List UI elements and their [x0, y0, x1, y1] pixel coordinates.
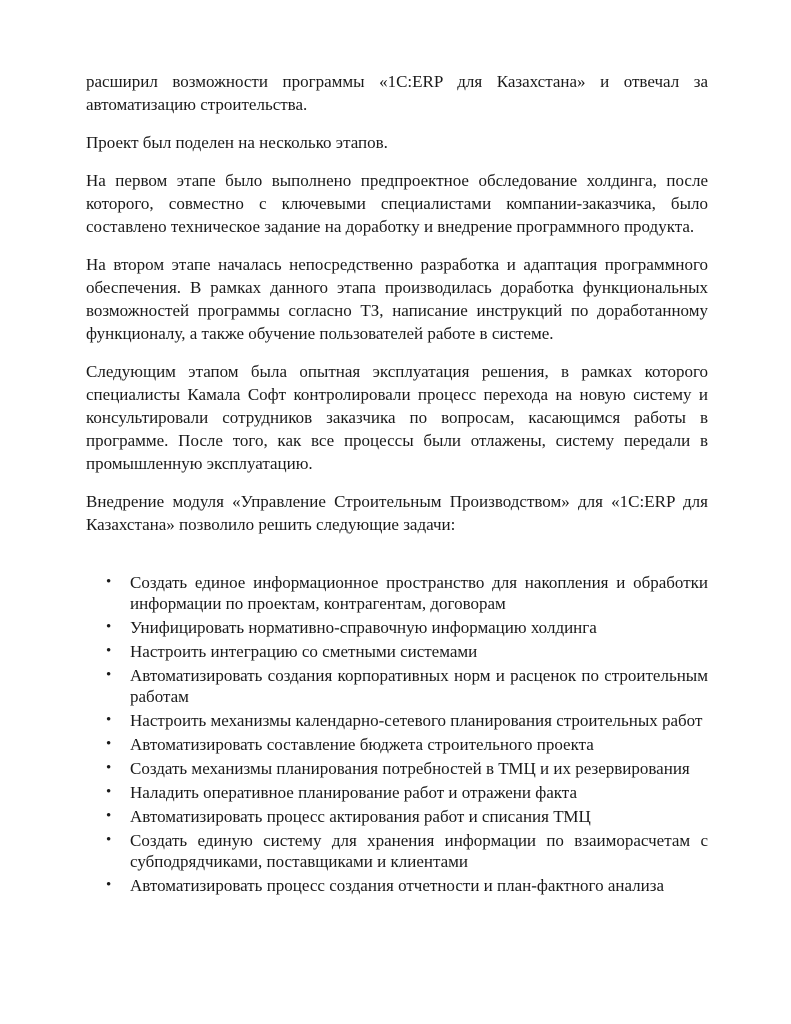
paragraph-stage-two: На втором этапе началась непосредственно разработка и адаптация программного обеспечения. В рамках данного этапа производилась доработка функциональных возможностей программы согласно ТЗ, написание инструкций по доработанному функционалу, а также обучение пользователей работе в системе.	[86, 255, 708, 343]
list-item-text: Настроить механизмы календарно-сетевого планирования строительных работ	[130, 711, 703, 730]
list-item	[86, 782, 708, 803]
bullet-icon: •	[106, 760, 112, 776]
list-item	[86, 830, 708, 872]
bullet-icon: •	[106, 667, 112, 683]
paragraph-stages: Проект был поделен на несколько этапов.	[86, 133, 388, 152]
bullet-icon: •	[106, 808, 112, 824]
list-item	[86, 758, 708, 779]
paragraph-stage-three: Следующим этапом была опытная эксплуатация решения, в рамках которого специалисты Камала Софт контролировали процесс перехода на новую систему и консультировали сотрудников заказчика по вопросам, касающимся работы в программе. После того, как все процессы были отлажены, систему передали в промышленную эксплуатацию.	[86, 362, 708, 473]
list-item	[86, 572, 708, 614]
paragraph-stage-one: На первом этапе было выполнено предпроектное обследование холдинга, после которого, совместно с ключевыми специалистами компании-заказчика, было составлено техническое задание на доработку и внедрение программного продукта.	[86, 171, 708, 236]
list-item-text: Создать единое информационное пространство для накопления и обработки информации по проектам, контрагентам, договорам	[130, 573, 708, 613]
paragraph-continuation: расширил возможности программы «1С:ERP для Казахстана» и отвечал за автоматизацию строительства.	[86, 72, 708, 114]
list-item-text: Унифицировать нормативно-справочную информацию холдинга	[130, 618, 597, 637]
list-item	[86, 806, 708, 827]
list-item	[86, 641, 708, 662]
paragraph-tasks-intro: Внедрение модуля «Управление Строительным Производством» для «1С:ERP для Казахстана» позволило решить следующие задачи:	[86, 492, 708, 534]
bullet-icon: •	[106, 574, 112, 590]
bullet-icon: •	[106, 877, 112, 893]
bullet-icon: •	[106, 643, 112, 659]
list-item	[86, 875, 708, 896]
list-item	[86, 617, 708, 638]
list-item-text: Наладить оперативное планирование работ и отражени факта	[130, 783, 577, 802]
bullet-icon: •	[106, 784, 112, 800]
list-item-text: Настроить интеграцию со сметными системами	[130, 642, 478, 661]
list-item-text: Автоматизировать процесс актирования работ и списания ТМЦ	[130, 807, 591, 826]
list-item-text: Создать механизмы планирования потребностей в ТМЦ и их резервирования	[130, 759, 690, 778]
list-item	[86, 710, 708, 731]
list-item-text: Создать единую систему для хранения информации по взаиморасчетам с субподрядчиками, поставщиками и клиентами	[130, 831, 708, 871]
document-page	[86, 70, 708, 899]
list-item-text: Автоматизировать составление бюджета строительного проекта	[130, 735, 594, 754]
list-item-text: Автоматизировать создания корпоративных норм и расценок по строительным работам	[130, 666, 708, 706]
list-item	[86, 665, 708, 707]
bullet-icon: •	[106, 736, 112, 752]
list-item	[86, 734, 708, 755]
bullet-icon: •	[106, 832, 112, 848]
list-item-text: Автоматизировать процесс создания отчетности и план-фактного анализа	[130, 876, 665, 895]
bullet-icon: •	[106, 712, 112, 728]
bullet-icon: •	[106, 619, 112, 635]
task-list	[86, 572, 708, 896]
